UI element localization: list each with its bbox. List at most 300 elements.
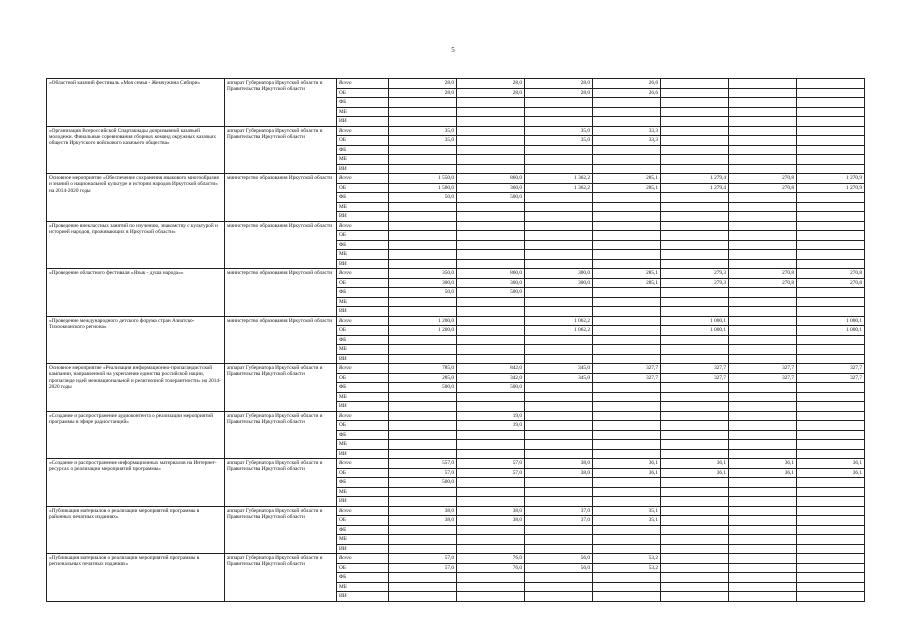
amount-cell	[525, 259, 593, 269]
amount-cell	[593, 525, 661, 535]
amount-cell	[729, 240, 797, 250]
amount-cell	[797, 506, 865, 516]
amount-cell: 327,7	[661, 364, 729, 374]
amount-cell: 1 550,0	[389, 174, 457, 184]
amount-cell	[525, 221, 593, 231]
amount-cell	[797, 516, 865, 526]
funding-source-label: ФБ	[337, 240, 389, 250]
amount-cell: 360,0	[457, 278, 525, 288]
amount-cell	[525, 354, 593, 364]
funding-source-label: Всего	[337, 269, 389, 279]
amount-cell	[661, 525, 729, 535]
amount-cell	[661, 354, 729, 364]
amount-cell: 1 062,2	[525, 316, 593, 326]
activity-name: «Проведение областного фестиваля «Язык - душа народа»»	[47, 269, 225, 317]
amount-cell	[593, 497, 661, 507]
amount-cell	[593, 107, 661, 117]
amount-cell	[593, 288, 661, 298]
amount-cell	[661, 259, 729, 269]
amount-cell	[389, 307, 457, 317]
funding-source-label: МБ	[337, 202, 389, 212]
amount-cell	[457, 136, 525, 146]
amount-cell	[457, 164, 525, 174]
funding-source-label: ИИ	[337, 592, 389, 602]
amount-cell	[593, 221, 661, 231]
amount-cell: 285,1	[593, 174, 661, 184]
amount-cell	[593, 297, 661, 307]
amount-cell	[525, 117, 593, 127]
amount-cell: 785,0	[389, 364, 457, 374]
amount-cell: 270,8	[729, 183, 797, 193]
amount-cell	[525, 345, 593, 355]
funding-source-label: ФБ	[337, 430, 389, 440]
funding-source-label: ФБ	[337, 525, 389, 535]
amount-cell: 279,3	[661, 278, 729, 288]
amount-cell	[457, 354, 525, 364]
amount-cell	[457, 478, 525, 488]
amount-cell	[593, 354, 661, 364]
amount-cell: 35,0	[389, 126, 457, 136]
amount-cell	[797, 335, 865, 345]
amount-cell: 500,0	[457, 383, 525, 393]
amount-cell	[661, 288, 729, 298]
executor: аппарат Губернатора Иркутской области и Правительства Иркутской области	[225, 459, 337, 507]
amount-cell	[525, 478, 593, 488]
amount-cell	[729, 544, 797, 554]
amount-cell	[593, 421, 661, 431]
amount-cell	[457, 392, 525, 402]
amount-cell: 28,0	[389, 79, 457, 89]
table-row	[47, 174, 865, 184]
activity-name: Основное мероприятие «Реализация информационно-пропагандистской кампании, направленной на укрепление единства российской нации, пропаганде идей межнациональной и религиозной толерантности» на 2014-2020 годы	[47, 364, 225, 412]
amount-cell	[593, 383, 661, 393]
funding-source-label: Всего	[337, 174, 389, 184]
amount-cell	[661, 136, 729, 146]
amount-cell	[661, 430, 729, 440]
amount-cell	[389, 497, 457, 507]
amount-cell: 860,0	[457, 174, 525, 184]
executor: аппарат Губернатора Иркутской области и Правительства Иркутской области	[225, 506, 337, 554]
activity-name: «Проведение международного детского форума стран Азиатско-Тихоокеанского региона»	[47, 316, 225, 364]
amount-cell	[797, 259, 865, 269]
amount-cell	[661, 145, 729, 155]
amount-cell	[593, 259, 661, 269]
amount-cell	[525, 411, 593, 421]
amount-cell	[797, 430, 865, 440]
amount-cell: 53,2	[593, 563, 661, 573]
amount-cell: 860,0	[457, 269, 525, 279]
amount-cell	[593, 345, 661, 355]
amount-cell	[661, 240, 729, 250]
amount-cell	[525, 297, 593, 307]
executor: аппарат Губернатора Иркутской области и Правительства Иркутской области	[225, 364, 337, 412]
amount-cell: 270,8	[797, 278, 865, 288]
amount-cell	[525, 449, 593, 459]
amount-cell	[457, 497, 525, 507]
amount-cell	[457, 117, 525, 127]
amount-cell	[797, 535, 865, 545]
funding-source-label: ФБ	[337, 383, 389, 393]
amount-cell: 360,0	[457, 183, 525, 193]
amount-cell: 327,7	[661, 373, 729, 383]
amount-cell	[593, 117, 661, 127]
amount-cell	[797, 449, 865, 459]
amount-cell: 35,0	[525, 126, 593, 136]
amount-cell	[797, 136, 865, 146]
amount-cell	[661, 297, 729, 307]
amount-cell	[729, 335, 797, 345]
amount-cell: 36,1	[797, 468, 865, 478]
amount-cell	[729, 487, 797, 497]
amount-cell: 76,0	[457, 563, 525, 573]
funding-source-label: ФБ	[337, 573, 389, 583]
amount-cell	[389, 212, 457, 222]
amount-cell: 36,1	[729, 459, 797, 469]
amount-cell	[661, 193, 729, 203]
amount-cell	[457, 544, 525, 554]
amount-cell	[729, 392, 797, 402]
amount-cell: 50,0	[389, 288, 457, 298]
amount-cell	[389, 145, 457, 155]
activity-name: «Областной казачий фестиваль «Моя семья - Жемчужина Сибири»	[47, 79, 225, 127]
amount-cell: 270,8	[729, 174, 797, 184]
amount-cell	[525, 402, 593, 412]
amount-cell	[389, 231, 457, 241]
amount-cell	[389, 259, 457, 269]
executor: аппарат Губернатора Иркутской области и Правительства Иркутской области	[225, 554, 337, 602]
amount-cell	[729, 440, 797, 450]
funding-source-label: МБ	[337, 392, 389, 402]
amount-cell: 1 200,0	[389, 316, 457, 326]
activity-name: «Публикация материалов о реализации мероприятий программы в районных печатных изданиях»	[47, 506, 225, 554]
funding-source-label: Всего	[337, 506, 389, 516]
amount-cell	[389, 421, 457, 431]
funding-source-label: ИИ	[337, 117, 389, 127]
amount-cell	[525, 155, 593, 165]
amount-cell: 50,0	[389, 193, 457, 203]
amount-cell	[661, 250, 729, 260]
amount-cell	[661, 411, 729, 421]
executor: аппарат Губернатора Иркутской области и Правительства Иркутской области	[225, 126, 337, 174]
amount-cell: 56,0	[525, 554, 593, 564]
amount-cell	[797, 345, 865, 355]
amount-cell	[593, 449, 661, 459]
amount-cell	[389, 297, 457, 307]
amount-cell	[729, 145, 797, 155]
amount-cell	[729, 307, 797, 317]
funding-source-label: ФБ	[337, 288, 389, 298]
amount-cell	[797, 250, 865, 260]
amount-cell: 35,1	[593, 516, 661, 526]
amount-cell	[797, 497, 865, 507]
amount-cell	[661, 573, 729, 583]
activity-name: «Создание и распространение информационных материалов на Интернет-ресурсах о реализации мероприятий программы»	[47, 459, 225, 507]
amount-cell	[593, 240, 661, 250]
amount-cell: 38,0	[525, 468, 593, 478]
amount-cell: 300,0	[525, 278, 593, 288]
amount-cell	[525, 202, 593, 212]
amount-cell	[797, 563, 865, 573]
amount-cell	[661, 402, 729, 412]
amount-cell: 1 270,9	[797, 183, 865, 193]
amount-cell: 76,0	[457, 554, 525, 564]
amount-cell	[525, 497, 593, 507]
amount-cell	[457, 402, 525, 412]
amount-cell	[729, 164, 797, 174]
amount-cell	[457, 307, 525, 317]
amount-cell: 1 362,2	[525, 174, 593, 184]
amount-cell	[729, 98, 797, 108]
amount-cell: 1 000,1	[661, 316, 729, 326]
amount-cell	[729, 345, 797, 355]
amount-cell	[525, 98, 593, 108]
amount-cell	[661, 383, 729, 393]
amount-cell: 26,6	[593, 88, 661, 98]
funding-source-label: ФБ	[337, 478, 389, 488]
amount-cell: 36,1	[593, 468, 661, 478]
amount-cell	[729, 430, 797, 440]
funding-source-label: ФБ	[337, 145, 389, 155]
amount-cell: 33,3	[593, 126, 661, 136]
amount-cell	[797, 145, 865, 155]
amount-cell	[797, 240, 865, 250]
amount-cell	[389, 430, 457, 440]
amount-cell	[593, 478, 661, 488]
amount-cell	[729, 421, 797, 431]
amount-cell	[729, 326, 797, 336]
funding-source-label: ОБ	[337, 326, 389, 336]
amount-cell: 56,0	[525, 563, 593, 573]
amount-cell	[729, 136, 797, 146]
activity-name: Основное мероприятие «Обеспечение сохранения языкового многообразия и знаний о национальной культуре и истории народов Иркутской области» на 2014-2020 годы	[47, 174, 225, 222]
activity-name: «Проведение внеклассных занятий по изучению, знакомству с культурой и историей народов, проживающих в Иркутской области»	[47, 221, 225, 269]
amount-cell	[525, 383, 593, 393]
amount-cell: 500,0	[457, 288, 525, 298]
amount-cell	[389, 592, 457, 602]
amount-cell	[525, 212, 593, 222]
amount-cell: 1 279,4	[661, 183, 729, 193]
amount-cell	[661, 544, 729, 554]
funding-source-label: Всего	[337, 316, 389, 326]
amount-cell	[525, 535, 593, 545]
amount-cell	[661, 582, 729, 592]
amount-cell	[389, 582, 457, 592]
amount-cell	[797, 79, 865, 89]
amount-cell: 1 000,1	[797, 316, 865, 326]
amount-cell	[797, 487, 865, 497]
amount-cell	[593, 164, 661, 174]
table-row	[47, 221, 865, 231]
amount-cell	[797, 582, 865, 592]
amount-cell	[593, 582, 661, 592]
funding-source-label: ИИ	[337, 449, 389, 459]
amount-cell: 327,7	[797, 373, 865, 383]
amount-cell: 842,0	[457, 364, 525, 374]
amount-cell: 270,8	[797, 269, 865, 279]
amount-cell	[593, 326, 661, 336]
funding-source-label: ОБ	[337, 231, 389, 241]
amount-cell: 53,2	[593, 554, 661, 564]
amount-cell	[661, 421, 729, 431]
amount-cell: 270,8	[729, 269, 797, 279]
amount-cell	[797, 592, 865, 602]
funding-source-label: ОБ	[337, 563, 389, 573]
amount-cell	[661, 107, 729, 117]
amount-cell	[797, 392, 865, 402]
amount-cell	[797, 307, 865, 317]
amount-cell	[797, 383, 865, 393]
amount-cell: 36,1	[661, 459, 729, 469]
amount-cell	[593, 440, 661, 450]
amount-cell: 1 000,1	[797, 326, 865, 336]
amount-cell	[389, 117, 457, 127]
funding-source-label: ОБ	[337, 468, 389, 478]
amount-cell	[797, 544, 865, 554]
amount-cell	[457, 535, 525, 545]
amount-cell	[729, 592, 797, 602]
amount-cell	[661, 126, 729, 136]
amount-cell	[457, 335, 525, 345]
amount-cell	[729, 478, 797, 488]
funding-source-label: МБ	[337, 535, 389, 545]
amount-cell: 36,1	[797, 459, 865, 469]
amount-cell	[457, 582, 525, 592]
funding-source-label: ОБ	[337, 278, 389, 288]
amount-cell	[593, 592, 661, 602]
activity-name: «Создание и распространение аудиоконтента о реализации мероприятий программы в эфире радиостанций»	[47, 411, 225, 459]
amount-cell	[389, 440, 457, 450]
funding-source-label: ОБ	[337, 421, 389, 431]
amount-cell	[797, 98, 865, 108]
page-number: 5	[451, 46, 455, 54]
amount-cell	[389, 164, 457, 174]
amount-cell	[525, 193, 593, 203]
amount-cell: 345,0	[525, 364, 593, 374]
amount-cell: 57,0	[389, 554, 457, 564]
amount-cell	[593, 193, 661, 203]
amount-cell	[457, 98, 525, 108]
amount-cell	[729, 202, 797, 212]
amount-cell	[729, 221, 797, 231]
amount-cell	[661, 117, 729, 127]
executor: министерство образования Иркутской области	[225, 221, 337, 269]
amount-cell: 285,1	[593, 278, 661, 288]
amount-cell	[457, 525, 525, 535]
table-row	[47, 506, 865, 516]
amount-cell: 28,0	[525, 88, 593, 98]
funding-source-label: ИИ	[337, 164, 389, 174]
amount-cell: 36,1	[593, 459, 661, 469]
amount-cell: 28,0	[457, 79, 525, 89]
amount-cell: 327,7	[797, 364, 865, 374]
amount-cell	[457, 573, 525, 583]
amount-cell	[457, 316, 525, 326]
funding-source-label: Всего	[337, 79, 389, 89]
amount-cell: 1 270,9	[797, 174, 865, 184]
amount-cell	[457, 592, 525, 602]
amount-cell: 1 279,4	[661, 174, 729, 184]
amount-cell	[661, 307, 729, 317]
amount-cell	[729, 212, 797, 222]
amount-cell: 37,0	[525, 506, 593, 516]
amount-cell	[661, 155, 729, 165]
amount-cell	[457, 212, 525, 222]
amount-cell	[389, 535, 457, 545]
amount-cell	[729, 402, 797, 412]
amount-cell	[593, 212, 661, 222]
amount-cell	[797, 202, 865, 212]
amount-cell	[797, 88, 865, 98]
executor: министерство образования Иркутской области	[225, 316, 337, 364]
amount-cell	[389, 411, 457, 421]
executor: аппарат Губернатора Иркутской области и Правительства Иркутской области	[225, 411, 337, 459]
amount-cell	[389, 573, 457, 583]
funding-source-label: ОБ	[337, 88, 389, 98]
amount-cell	[593, 145, 661, 155]
amount-cell	[661, 516, 729, 526]
executor: министерство образования Иркутской области	[225, 269, 337, 317]
amount-cell	[525, 421, 593, 431]
amount-cell	[729, 354, 797, 364]
funding-source-label: ОБ	[337, 516, 389, 526]
amount-cell	[729, 582, 797, 592]
amount-cell	[661, 164, 729, 174]
amount-cell	[797, 411, 865, 421]
funding-source-label: МБ	[337, 107, 389, 117]
amount-cell	[729, 525, 797, 535]
amount-cell	[729, 288, 797, 298]
funding-source-label: Всего	[337, 126, 389, 136]
table-row	[47, 316, 865, 326]
amount-cell: 279,3	[661, 269, 729, 279]
amount-cell	[661, 487, 729, 497]
amount-cell: 500,0	[389, 383, 457, 393]
amount-cell	[661, 449, 729, 459]
amount-cell	[593, 202, 661, 212]
funding-source-label: Всего	[337, 364, 389, 374]
amount-cell	[729, 250, 797, 260]
amount-cell	[661, 335, 729, 345]
amount-cell: 28,0	[525, 79, 593, 89]
amount-cell: 57,0	[457, 468, 525, 478]
funding-source-label: Всего	[337, 554, 389, 564]
amount-cell: 557,0	[389, 459, 457, 469]
amount-cell	[525, 240, 593, 250]
funding-source-label: МБ	[337, 487, 389, 497]
amount-cell	[729, 383, 797, 393]
amount-cell: 1 200,0	[389, 326, 457, 336]
funding-source-label: Всего	[337, 459, 389, 469]
amount-cell	[797, 354, 865, 364]
amount-cell	[797, 573, 865, 583]
amount-cell	[593, 392, 661, 402]
amount-cell	[389, 487, 457, 497]
amount-cell	[593, 487, 661, 497]
executor: аппарат Губернатора Иркутской области и Правительства Иркутской области	[225, 79, 337, 127]
amount-cell	[661, 535, 729, 545]
amount-cell	[661, 231, 729, 241]
amount-cell	[593, 316, 661, 326]
amount-cell	[525, 107, 593, 117]
table-row	[47, 364, 865, 374]
amount-cell	[593, 430, 661, 440]
amount-cell	[593, 573, 661, 583]
amount-cell	[729, 193, 797, 203]
amount-cell	[797, 440, 865, 450]
amount-cell	[389, 402, 457, 412]
amount-cell: 300,0	[525, 269, 593, 279]
amount-cell: 327,7	[729, 364, 797, 374]
